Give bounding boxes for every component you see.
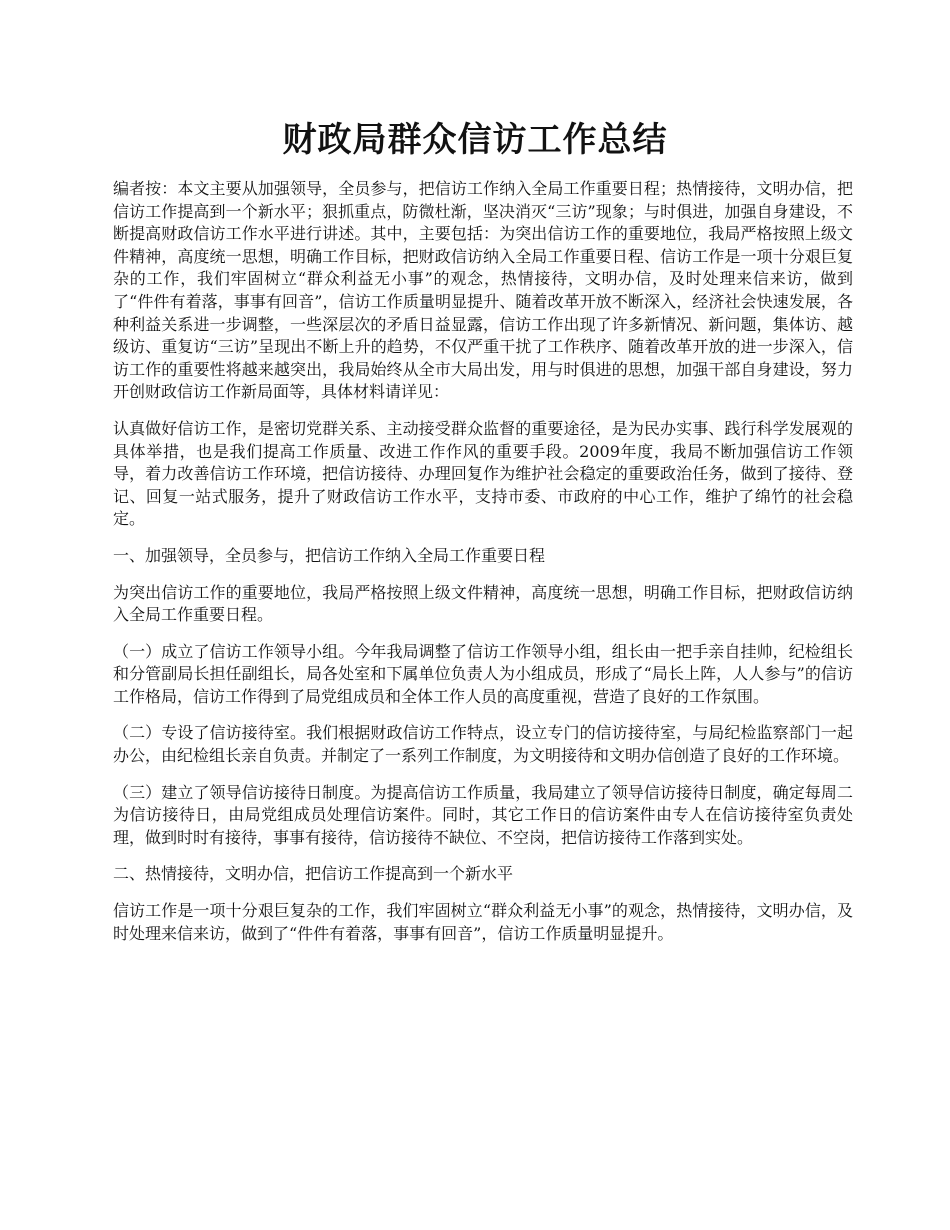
document-title: 财政局群众信访工作总结: [282, 120, 668, 160]
section-heading-2: 二、热情接待，文明办信，把信访工作提高到一个新水平: [113, 864, 514, 884]
section-heading-1: 一、加强领导，全员参与，把信访工作纳入全局工作重要日程: [113, 545, 546, 565]
editor-note-paragraph: 编者按：本文主要从加强领导，全员参与，把信访工作纳入全局工作重要日程；热情接待，文明办信，把信访工作提高到一个新水平；狠抓重点，防微杜渐，坚决消灭“三访”现象；与时俱进，加强自身建设，不断提高财政信访工作水平进行讲述。其中，主要包括：为突出信访工作的重要地位，我局严格按照上级文件精神，高度统一思想，明确工作目标，把财政信访纳入全局工作重要日程、信访工作是一项十分艰巨复杂的工作，我们牢固树立“群众利益无小事”的观念，热情接待，文明办信，及时处理来信来访，做到了“件件有着落，事事有回音”，信访工作质量明显提升、随着改革开放不断深入，经济社会快速发展，各种利益关系进一步调整，一些深层次的矛盾日益显露，信访工作出现了许多新情况、新问题，集体访、越级访、重复访“三访”呈现出不断上升的趋势，不仅严重干扰了工作秩序、随着改革开放的进一步深入，信访工作的重要性将越来越突出，我局始终从全市大局出发，用与时俱进的思想，加强干部自身建设，努力开创财政信访工作新局面等，具体材料请详见：: [113, 179, 853, 402]
section-1-paragraph: 为突出信访工作的重要地位，我局严格按照上级文件精神，高度统一思想，明确工作目标，把财政信访纳入全局工作重要日程。: [113, 582, 853, 625]
item-1-paragraph: （一）成立了信访工作领导小组。今年我局调整了信访工作领导小组，组长由一把手亲自挂帅，纪检组长和分管副局长担任副组长，局各处室和下属单位负责人为小组成员，形成了“局长上阵，人人参与”的信访工作格局，信访工作得到了局党组成员和全体工作人员的高度重视，营造了良好的工作氛围。: [113, 641, 853, 706]
item-2-paragraph: （二）专设了信访接待室。我们根据财政信访工作特点，设立专门的信访接待室，与局纪检监察部门一起办公，由纪检组长亲自负责。并制定了一系列工作制度，为文明接待和文明办信创造了良好的工作环境。: [113, 723, 853, 766]
intro-paragraph: 认真做好信访工作，是密切党群关系、主动接受群众监督的重要途径，是为民办实事、践行科学发展观的具体举措，也是我们提高工作质量、改进工作作风的重要手段。2009年度，我局不断加强信访工作领导，着力改善信访工作环境，把信访接待、办理回复作为维护社会稳定的重要政治任务，做到了接待、登记、回复一站式服务，提升了财政信访工作水平，支持市委、市政府的中心工作，维护了绵竹的社会稳定。: [113, 418, 853, 529]
document-body: [113, 178, 853, 959]
section-2-paragraph: 信访工作是一项十分艰巨复杂的工作，我们牢固树立“群众利益无小事”的观念，热情接待，文明办信，及时处理来信来访，做到了“件件有着落，事事有回音”，信访工作质量明显提升。: [113, 901, 853, 943]
item-3-paragraph: （三）建立了领导信访接待日制度。为提高信访工作质量，我局建立了领导信访接待日制度，确定每周二为信访接待日，由局党组成员处理信访案件。同时，其它工作日的信访案件由专人在信访接待室负责处理，做到时时有接待，事事有接待，信访接待不缺位、不空岗，把信访接待工作落到实处。: [113, 782, 853, 847]
